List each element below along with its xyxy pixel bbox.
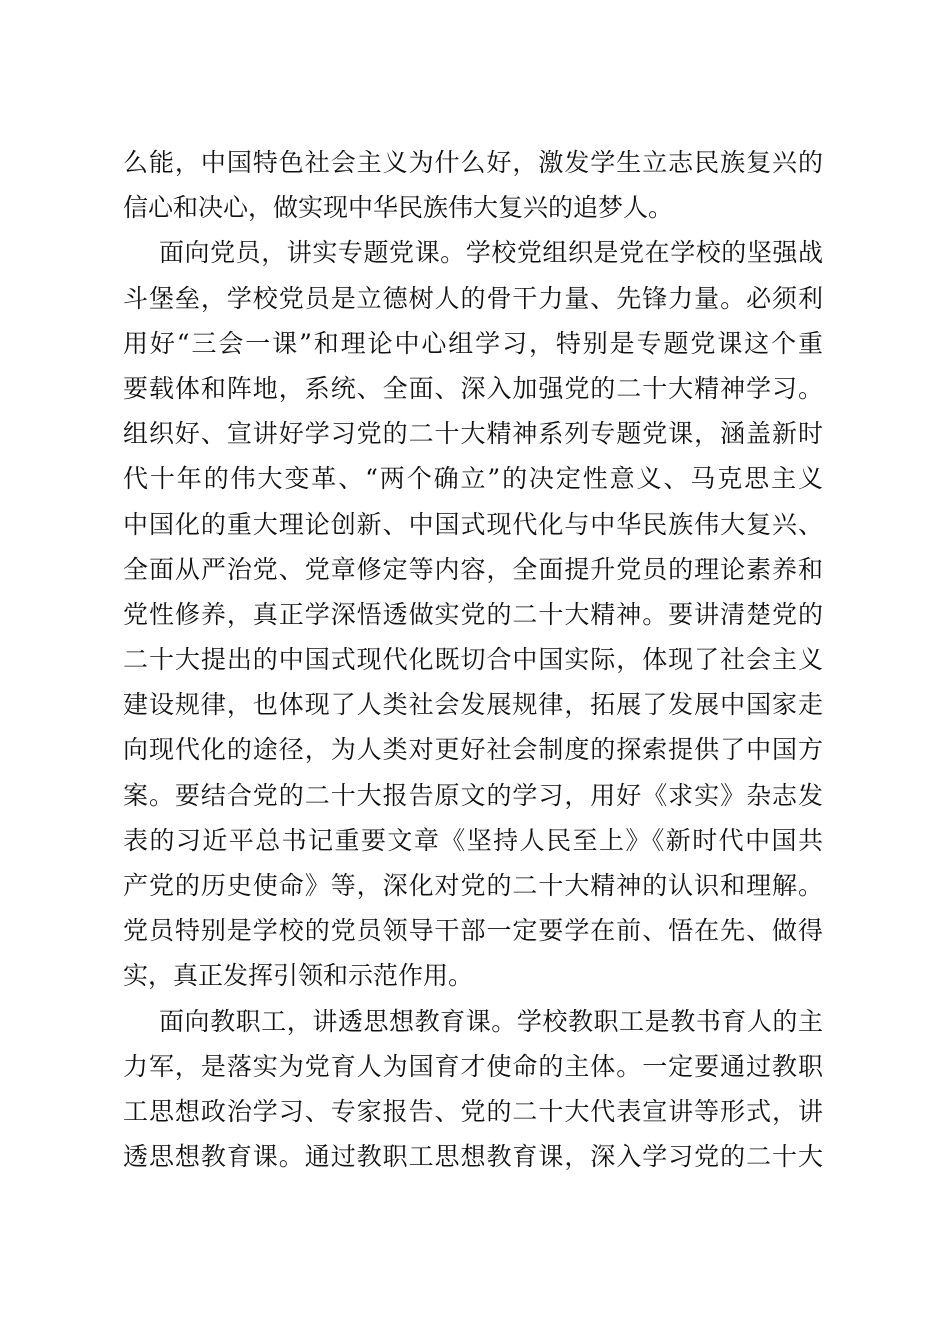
text-line-19: 实，真正发挥引领和示范作用。 bbox=[123, 961, 474, 991]
text-line-9: 中国化的重大理论创新、中国式现代化与中华民族伟大复兴、 bbox=[123, 509, 823, 539]
text-line-21: 力军，是落实为党育人为国育才使命的主体。一定要通过教职 bbox=[123, 1051, 823, 1081]
text-line-23: 透思想教育课。通过教职工思想教育课，深入学习党的二十大 bbox=[123, 1142, 823, 1172]
text-line-1: 么能，中国特色社会主义为什么好，激发学生立志民族复兴的 bbox=[123, 148, 823, 177]
text-line-15: 案。要结合党的二十大报告原文的学习，用好《求实》杂志发 bbox=[123, 780, 823, 810]
text-line-8: 代十年的伟大变革、“两个确立”的决定性意义、马克思主义 bbox=[123, 464, 823, 494]
text-line-12: 二十大提出的中国式现代化既切合中国实际，体现了社会主义 bbox=[123, 645, 823, 675]
text-line-22: 工思想政治学习、专家报告、党的二十大代表宣讲等形式，讲 bbox=[123, 1096, 823, 1126]
text-line-4: 斗堡垒，学校党员是立德树人的骨干力量、先锋力量。必须利 bbox=[123, 283, 823, 313]
body-text bbox=[123, 140, 823, 1179]
text-line-7: 组织好、宣讲好学习党的二十大精神系列专题党课，涵盖新时 bbox=[123, 419, 823, 449]
text-line-3: 面向党员，讲实专题党课。学校党组织是党在学校的坚强战 bbox=[159, 238, 823, 268]
text-line-5: 用好“三会一课”和理论中心组学习，特别是专题党课这个重 bbox=[123, 328, 823, 358]
text-line-6: 要载体和阵地，系统、全面、深入加强党的二十大精神学习。 bbox=[123, 373, 823, 403]
text-line-16: 表的习近平总书记重要文章《坚持人民至上》《新时代中国共 bbox=[123, 825, 823, 855]
text-line-11: 党性修养，真正学深悟透做实党的二十大精神。要讲清楚党的 bbox=[123, 599, 823, 629]
text-line-2: 信心和决心，做实现中华民族伟大复兴的追梦人。 bbox=[123, 193, 674, 223]
text-line-18: 党员特别是学校的党员领导干部一定要学在前、悟在先、做得 bbox=[123, 916, 823, 946]
text-line-20: 面向教职工，讲透思想教育课。学校教职工是教书育人的主 bbox=[159, 1006, 823, 1036]
text-line-10: 全面从严治党、党章修定等内容，全面提升党员的理论素养和 bbox=[123, 554, 823, 584]
text-line-13: 建设规律，也体现了人类社会发展规律，拓展了发展中国家走 bbox=[123, 690, 823, 720]
text-line-17: 产党的历史使命》等，深化对党的二十大精神的认识和理解。 bbox=[123, 871, 823, 900]
text-line-14: 向现代化的途径，为人类对更好社会制度的探索提供了中国方 bbox=[123, 735, 823, 765]
